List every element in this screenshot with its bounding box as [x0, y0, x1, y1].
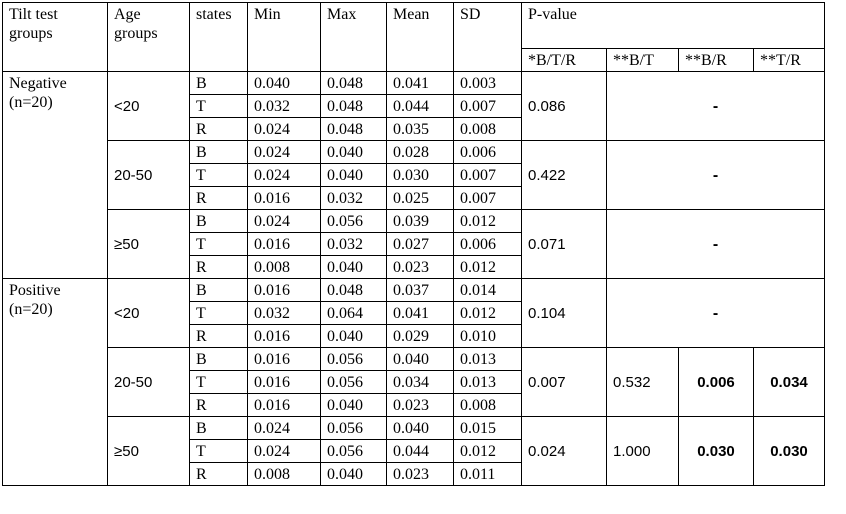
state-cell: B	[190, 417, 248, 440]
max-cell: 0.048	[321, 72, 387, 95]
min-cell: 0.016	[248, 371, 321, 394]
sd-cell: 0.013	[454, 371, 522, 394]
sd-cell: 0.012	[454, 256, 522, 279]
sd-cell: 0.011	[454, 463, 522, 486]
min-cell: 0.016	[248, 187, 321, 210]
state-cell: T	[190, 164, 248, 187]
tilt-group-cell: Negative (n=20)	[3, 72, 108, 279]
sd-cell: 0.007	[454, 164, 522, 187]
mean-cell: 0.040	[387, 348, 454, 371]
p-btr-cell: 0.086	[522, 72, 607, 141]
p-bt-cell: 0.532	[607, 348, 679, 417]
max-cell: 0.040	[321, 325, 387, 348]
state-cell: R	[190, 325, 248, 348]
max-cell: 0.056	[321, 371, 387, 394]
subheader-br: **B/R	[679, 49, 754, 72]
sd-cell: 0.008	[454, 118, 522, 141]
header-states-text: states	[196, 6, 232, 23]
table-row	[3, 72, 825, 95]
mean-cell: 0.023	[387, 256, 454, 279]
max-cell: 0.040	[321, 256, 387, 279]
mean-cell: 0.037	[387, 279, 454, 302]
mean-cell: 0.023	[387, 394, 454, 417]
sd-cell: 0.008	[454, 394, 522, 417]
table-row	[3, 279, 825, 302]
sd-cell: 0.012	[454, 440, 522, 463]
min-cell: 0.016	[248, 279, 321, 302]
table-row	[3, 417, 825, 440]
sd-cell: 0.007	[454, 95, 522, 118]
sd-cell: 0.007	[454, 187, 522, 210]
header-row	[3, 3, 825, 49]
max-cell: 0.032	[321, 233, 387, 256]
age-group-cell: ≥50	[108, 417, 190, 486]
min-cell: 0.024	[248, 417, 321, 440]
mean-cell: 0.041	[387, 302, 454, 325]
sd-cell: 0.013	[454, 348, 522, 371]
state-cell: B	[190, 141, 248, 164]
state-cell: R	[190, 187, 248, 210]
results-table	[2, 2, 825, 486]
state-cell: R	[190, 256, 248, 279]
max-cell: 0.040	[321, 141, 387, 164]
max-cell: 0.056	[321, 417, 387, 440]
p-btr-cell: 0.071	[522, 210, 607, 279]
p-br-cell: 0.006	[679, 348, 754, 417]
header-states	[190, 3, 248, 72]
mean-cell: 0.028	[387, 141, 454, 164]
mean-cell: 0.039	[387, 210, 454, 233]
p-btr-cell: 0.104	[522, 279, 607, 348]
subheader-btr: *B/T/R	[522, 49, 607, 72]
state-cell: T	[190, 95, 248, 118]
header-max: Max	[321, 3, 387, 72]
sd-cell: 0.010	[454, 325, 522, 348]
max-cell: 0.048	[321, 95, 387, 118]
min-cell: 0.008	[248, 256, 321, 279]
state-cell: B	[190, 348, 248, 371]
max-cell: 0.056	[321, 440, 387, 463]
mean-cell: 0.029	[387, 325, 454, 348]
p-btr-cell: 0.024	[522, 417, 607, 486]
state-cell: T	[190, 302, 248, 325]
state-cell: T	[190, 440, 248, 463]
max-cell: 0.032	[321, 187, 387, 210]
p-pairwise-dash-cell: -	[607, 72, 825, 141]
sd-cell: 0.014	[454, 279, 522, 302]
mean-cell: 0.030	[387, 164, 454, 187]
header-mean: Mean	[387, 3, 454, 72]
max-cell: 0.040	[321, 394, 387, 417]
mean-cell: 0.034	[387, 371, 454, 394]
header-p-value: P-value	[522, 3, 825, 49]
mean-cell: 0.044	[387, 95, 454, 118]
subheader-bt: **B/T	[607, 49, 679, 72]
max-cell: 0.048	[321, 118, 387, 141]
max-cell: 0.048	[321, 279, 387, 302]
tilt-group-cell: Positive (n=20)	[3, 279, 108, 486]
header-age-groups: Age groups	[108, 3, 190, 72]
min-cell: 0.040	[248, 72, 321, 95]
min-cell: 0.016	[248, 233, 321, 256]
p-tr-cell: 0.034	[754, 348, 825, 417]
sd-cell: 0.012	[454, 302, 522, 325]
max-cell: 0.064	[321, 302, 387, 325]
min-cell: 0.024	[248, 118, 321, 141]
p-pairwise-dash-cell: -	[607, 210, 825, 279]
header-min: Min	[248, 3, 321, 72]
p-tr-cell: 0.030	[754, 417, 825, 486]
mean-cell: 0.025	[387, 187, 454, 210]
header-tilt-test-groups: Tilt test groups	[3, 3, 108, 72]
p-pairwise-dash-cell: -	[607, 279, 825, 348]
min-cell: 0.008	[248, 463, 321, 486]
min-cell: 0.032	[248, 95, 321, 118]
max-cell: 0.040	[321, 164, 387, 187]
state-cell: R	[190, 463, 248, 486]
min-cell: 0.016	[248, 348, 321, 371]
age-group-cell: ≥50	[108, 210, 190, 279]
mean-cell: 0.027	[387, 233, 454, 256]
p-br-cell: 0.030	[679, 417, 754, 486]
min-cell: 0.024	[248, 210, 321, 233]
mean-cell: 0.023	[387, 463, 454, 486]
state-cell: R	[190, 118, 248, 141]
p-btr-cell: 0.007	[522, 348, 607, 417]
sd-cell: 0.006	[454, 233, 522, 256]
subheader-tr: **T/R	[754, 49, 825, 72]
min-cell: 0.024	[248, 164, 321, 187]
state-cell: B	[190, 210, 248, 233]
age-group-cell: 20-50	[108, 141, 190, 210]
age-group-cell: <20	[108, 279, 190, 348]
max-cell: 0.040	[321, 463, 387, 486]
state-cell: B	[190, 279, 248, 302]
header-sd: SD	[454, 3, 522, 72]
p-btr-cell: 0.422	[522, 141, 607, 210]
state-cell: B	[190, 72, 248, 95]
sd-cell: 0.003	[454, 72, 522, 95]
min-cell: 0.032	[248, 302, 321, 325]
state-cell: T	[190, 233, 248, 256]
p-pairwise-dash-cell: -	[607, 141, 825, 210]
sd-cell: 0.006	[454, 141, 522, 164]
state-cell: T	[190, 371, 248, 394]
min-cell: 0.016	[248, 394, 321, 417]
table-row	[3, 348, 825, 371]
min-cell: 0.016	[248, 325, 321, 348]
table-row	[3, 210, 825, 233]
p-bt-cell: 1.000	[607, 417, 679, 486]
age-group-cell: 20-50	[108, 348, 190, 417]
mean-cell: 0.041	[387, 72, 454, 95]
max-cell: 0.056	[321, 348, 387, 371]
min-cell: 0.024	[248, 440, 321, 463]
age-group-cell: <20	[108, 72, 190, 141]
mean-cell: 0.035	[387, 118, 454, 141]
min-cell: 0.024	[248, 141, 321, 164]
mean-cell: 0.044	[387, 440, 454, 463]
max-cell: 0.056	[321, 210, 387, 233]
sd-cell: 0.012	[454, 210, 522, 233]
sd-cell: 0.015	[454, 417, 522, 440]
table-row	[3, 141, 825, 164]
mean-cell: 0.040	[387, 417, 454, 440]
state-cell: R	[190, 394, 248, 417]
